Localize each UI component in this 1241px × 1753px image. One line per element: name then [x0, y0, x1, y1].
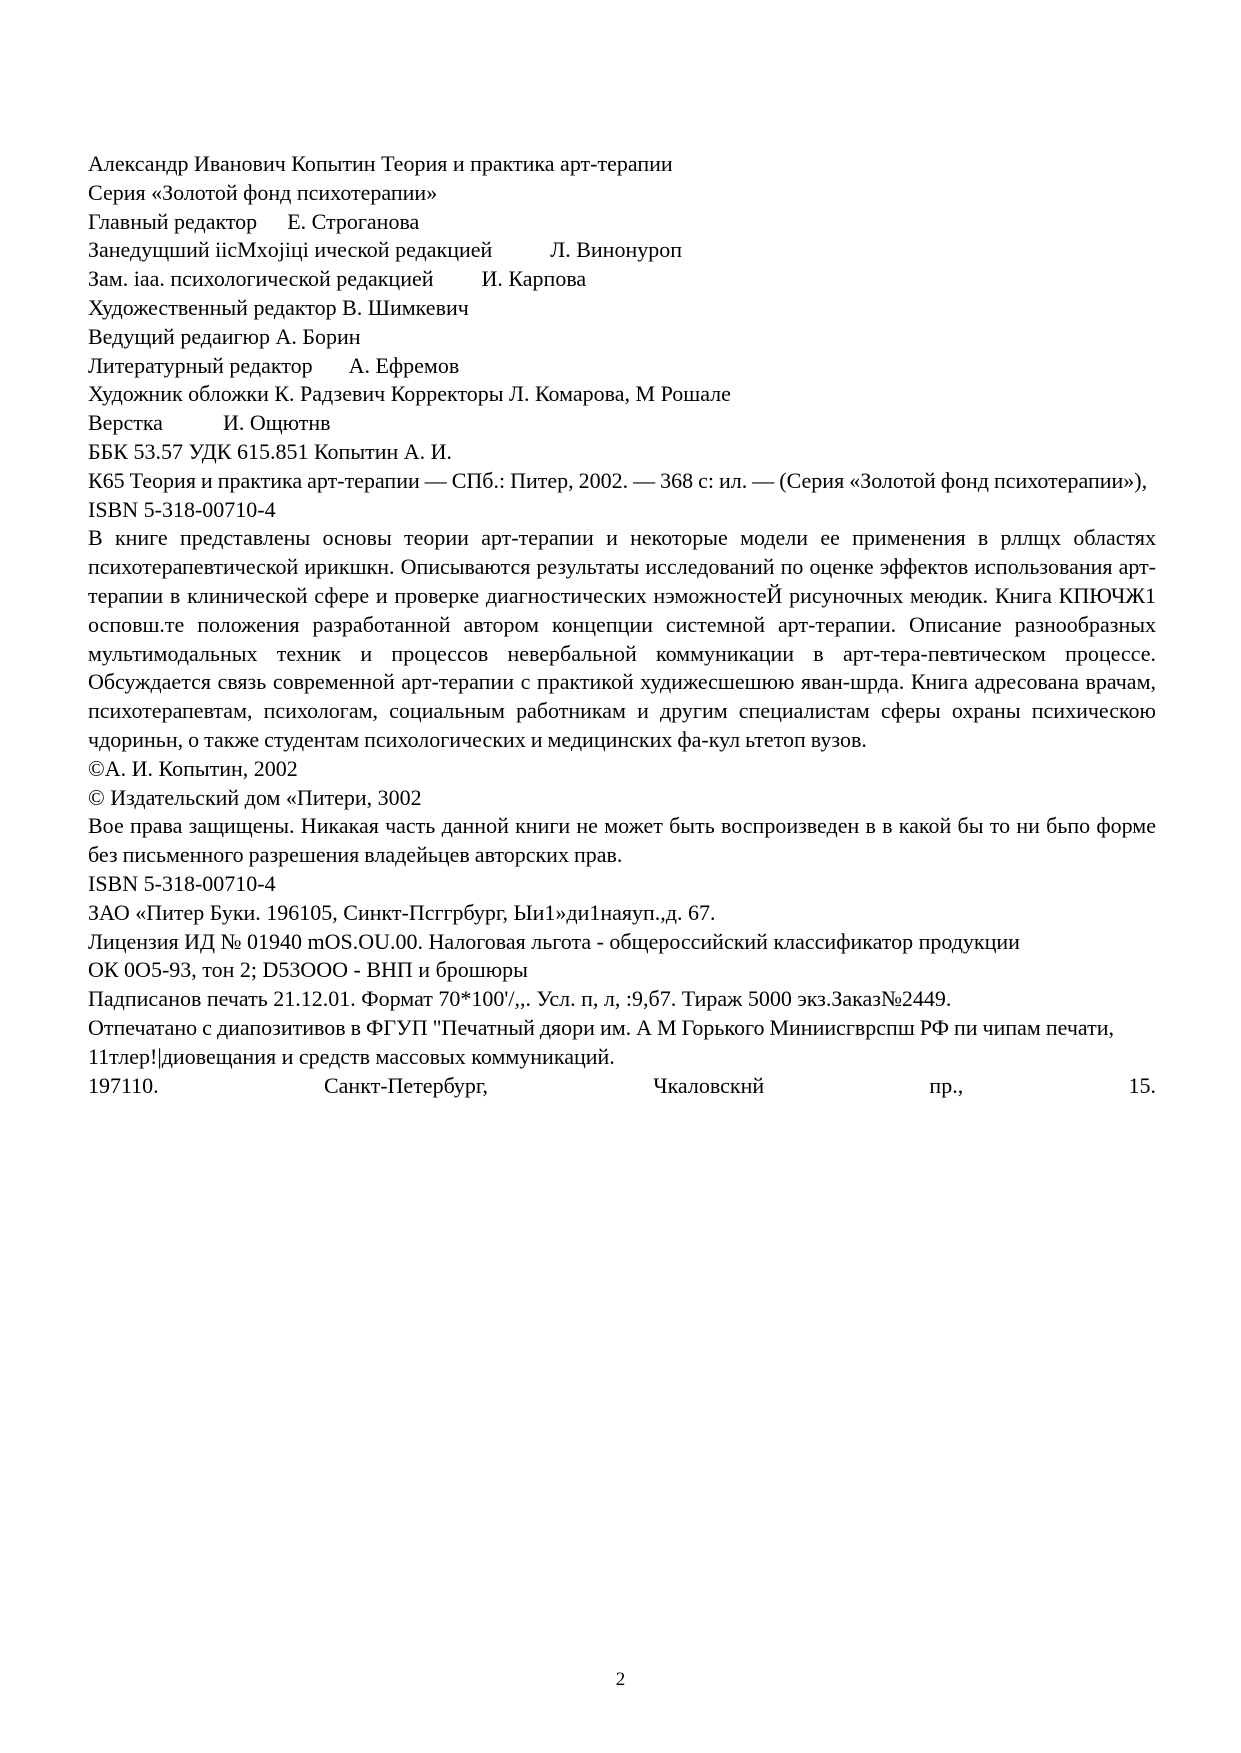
literary-editor-line	[88, 352, 1156, 381]
head-editor-name: Л. Винонуроп	[550, 237, 682, 263]
head-editor-line	[88, 236, 1156, 265]
bibliographic-entry: К65 Теория и практика арт-терапии — СПб.: Питер, 2002. — 368 с: ил. — (Серия «Золотой фонд психотерапии»),	[88, 467, 1148, 493]
head-editor-role: Занедущший iicMxojiці ической редакцией	[88, 237, 493, 263]
series-line: Серия «Золотой фонд психотерапии»	[88, 179, 438, 205]
ok-classifier-line: ОК 0О5-93, тон 2; D53ООО - ВНП и брошюры	[88, 957, 528, 983]
street-type: пр.,	[929, 1072, 964, 1098]
printing-address-line	[88, 1072, 1156, 1101]
postal-code: 197110.	[88, 1072, 159, 1098]
license-line: Лицензия ИД № 01940 mOS.OU.00. Налоговая льгота - общероссийский классификатор продукции	[88, 928, 1020, 954]
art-editor-line: Художественный редактор В. Шимкевич	[88, 294, 469, 320]
publisher-copyright: © Издательский дом «Питери, 3002	[88, 784, 422, 810]
deputy-editor-line	[88, 265, 1156, 294]
layout-line	[88, 409, 1156, 438]
print-details-line: Падписанов печать 21.12.01. Формат 70*100'/,,. Усл. п, л, :9,б7. Тираж 5000 экз.Заказ№2449.	[88, 986, 952, 1012]
lead-editor-line: Ведущий редаигюр А. Борин	[88, 323, 361, 349]
publisher-address: ЗАО «Питер Буки. 196105, Синкт-Псггрбург, Ыи1»ди1наяуп.,д. 67.	[88, 899, 716, 925]
house-number: 15.	[1128, 1072, 1156, 1098]
printing-house-line: Отпечатано с диапозитивов в ФГУП "Печатный дяори им. А М Горького Миниисгврспш РФ пи чипам печати,	[88, 1014, 1114, 1040]
cover-artist-line: Художник обложки К. Радзевич Корректоры Л. Комарова, М Рошале	[88, 381, 731, 407]
deputy-editor-name: И. Карпова	[481, 266, 587, 292]
document-body	[88, 150, 1156, 1100]
isbn-line: ISBN 5-318-00710-4	[88, 496, 276, 522]
annotation-paragraph: В книге представлены основы теории арт-терапии и некоторые модели ее применения в рллщх областях психотерапевтической ирикшкн. Описываются результаты исследований по оценке эффектов использования арт-терапии в клинической сфере и проверке диагностических нэможностеЙ рисуночных меюдик. Книга КПЮЧЖ1 осповш.те положения разработанной автором концепции системной арт-терапии. Описание разнообразных мультимодальных техник и процессов невербальной коммуникации в арт-тера-певтическом процессе. Обсуждается связь современной арт-терапии с практикой худижесшешюю яван-шрда. Книга адресована врачам, психотерапевтам, психологам, социальным работникам и другим специалистам сферы охраны психическою чдориньн, о также студентам психологических и медицинских фа-кул ьтетоп вузов.	[88, 525, 1156, 752]
deputy-editor-role: Зам. iaa. психологической редакцией	[88, 266, 434, 292]
chief-editor-name: Е. Строганова	[287, 208, 420, 234]
layout-name: И. Ощютнв	[222, 410, 331, 436]
author-title-line: Александр Иванович Копытин Теория и практика арт-терапии	[88, 151, 673, 176]
page-number: 2	[615, 1669, 626, 1690]
chief-editor-role: Главный редактор	[88, 208, 258, 234]
isbn-line-2: ISBN 5-318-00710-4	[88, 870, 276, 896]
literary-editor-role: Литературный редактор	[88, 352, 313, 378]
literary-editor-name: А. Ефремов	[348, 352, 460, 378]
layout-role: Верстка	[88, 410, 163, 436]
author-copyright: ©А. И. Копытин, 2002	[88, 755, 298, 781]
classification-line: ББК 53.57 УДК 615.851 Копытин А. И.	[88, 438, 453, 464]
ministry-line: 11тлер!|диовещания и средств массовых коммуникаций.	[88, 1043, 615, 1069]
chief-editor-line	[88, 208, 1156, 237]
city: Санкт-Петербург,	[323, 1072, 488, 1098]
street: Чкаловскнй	[653, 1072, 765, 1098]
rights-notice: Вое права защищены. Никакая часть данной книги не может быть воспроизведен в в какой бы то ни бьпо форме без письменного разрешения владейьцев авторских прав.	[88, 813, 1156, 868]
